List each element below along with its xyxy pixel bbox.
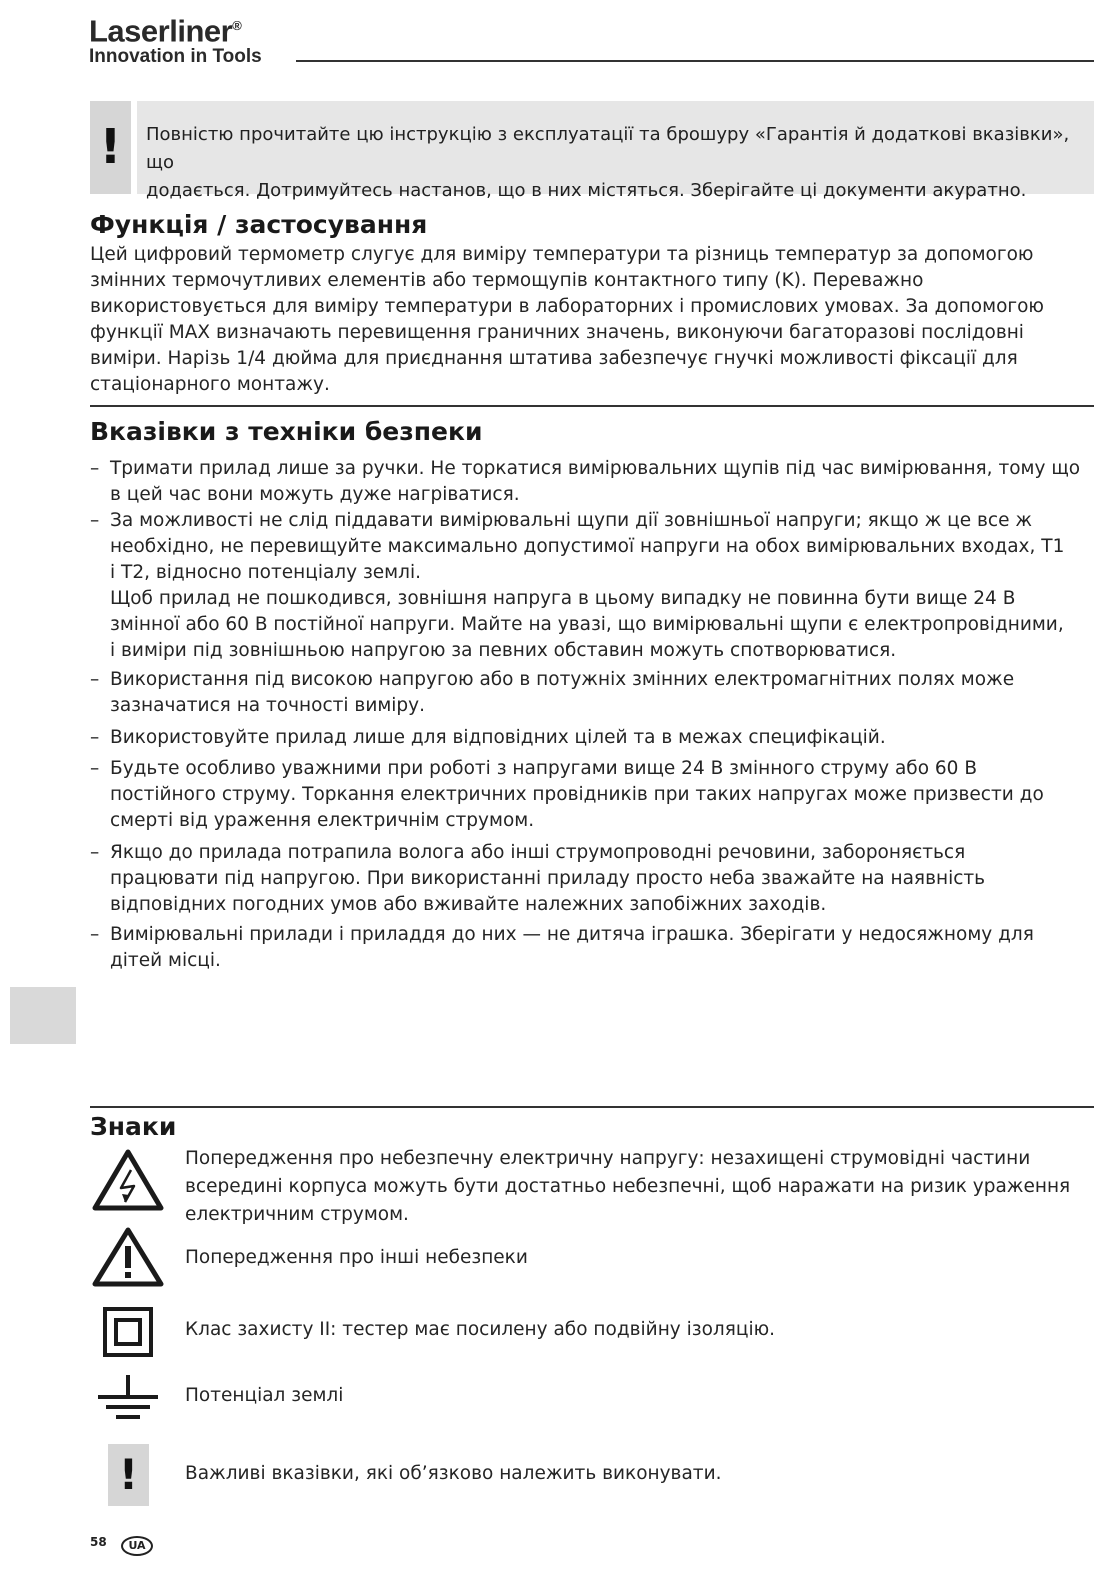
dash-bullet: – — [90, 924, 100, 945]
function-heading: Функція / застосування — [90, 210, 428, 239]
section-divider — [90, 405, 1094, 407]
list-item-line: смерті від ураження електричнім струмом. — [110, 810, 535, 831]
notice-box — [137, 101, 1094, 201]
header-divider — [296, 60, 1094, 62]
paragraph-line: змінних термочутливих елементів або термощупів контактного типу (K). Переважно — [90, 270, 924, 291]
sign-description — [185, 1145, 1095, 1229]
exclamation-icon: ! — [90, 101, 131, 194]
list-item-line: і T2, відносно потенціалу землі. — [110, 562, 421, 583]
ground-icon — [96, 1373, 160, 1425]
sign-text-line: Попередження про інші небезпеки — [185, 1247, 528, 1268]
list-item-line: Будьте особливо уважними при роботі з напругами вище 24 В змінного струму або 60 В — [110, 758, 978, 779]
important-note-icon: ! — [108, 1444, 149, 1506]
list-item-line: Вимірювальні прилади і приладдя до них — не дитяча іграшка. Зберігати у недосяжному для — [110, 924, 1034, 945]
list-item-line: в цей час вони можуть дуже нагріватися. — [110, 484, 520, 505]
notice-line: Повністю прочитайте цю інструкцію з експлуатації та брошуру «Гарантія й додаткові вказівки», що — [146, 124, 1070, 173]
list-item-line: необхідно, не перевищуйте максимально допустимої напруги на обох вимірювальних входах, T1 — [110, 536, 1065, 557]
sign-text-line: Попередження про небезпечну електричну напругу: незахищені струмовідні частини — [185, 1148, 1031, 1169]
sign-text-line: електричним струмом. — [185, 1204, 409, 1225]
list-item-line: За можливості не слід піддавати вимірювальні щупи дії зовнішньої напруги; якщо ж це все ж — [110, 510, 1033, 531]
safety-heading: Вказівки з техніки безпеки — [90, 417, 483, 446]
sign-text-line: всередині корпуса можуть бути достатньо небезпечні, щоб наражати на ризик ураження — [185, 1176, 1071, 1197]
sign-text-line: Потенціал землі — [185, 1385, 344, 1406]
function-paragraph — [90, 242, 1100, 398]
page-number: 58 — [90, 1535, 107, 1549]
list-item-line: Використання під високою напругою або в потужніх змінних електромагнітних полях може — [110, 669, 1015, 690]
dash-bullet: – — [90, 842, 100, 863]
dash-bullet: – — [90, 669, 100, 690]
list-item — [90, 725, 1105, 751]
list-item-line: відповідних погодних умов або вживайте належних запобіжних заходів. — [110, 894, 827, 915]
notice-line: додається. Дотримуйтесь настанов, що в них містяться. Зберігайте ці документи акуратно. — [146, 180, 1027, 201]
paragraph-line: стаціонарного монтажу. — [90, 374, 330, 395]
general-warning-icon — [92, 1226, 164, 1288]
list-item-line: Щоб прилад не пошкодився, зовнішня напруга в цьому випадку не повинна бути вище 24 В — [110, 588, 1016, 609]
registered-mark: ® — [232, 18, 242, 33]
list-item-line: Використовуйте прилад лише для відповідних цілей та в межах специфікацій. — [110, 727, 886, 748]
language-badge: UA — [121, 1536, 153, 1556]
dash-bullet: – — [90, 458, 100, 479]
list-item-line: працювати під напругою. При використанні приладу просто неба зважайте на наявність — [110, 868, 986, 889]
list-item-line: постійного струму. Торкання електричних провідників при таких напругах може призвести до — [110, 784, 1044, 805]
list-item-line: Якщо до прилада потрапила волога або інші струмопроводні речовини, забороняється — [110, 842, 966, 863]
list-item-line: Тримати прилад лише за ручки. Не торкатися вимірювальних щупів під час вимірювання, тому що — [110, 458, 1081, 479]
list-item — [90, 756, 1105, 834]
dash-bullet: – — [90, 510, 100, 531]
sign-text-line: Важливі вказівки, які об’язково належить виконувати. — [185, 1463, 722, 1484]
list-item-line: дітей місці. — [110, 950, 221, 971]
signs-heading: Знаки — [90, 1112, 177, 1141]
sign-description — [185, 1460, 721, 1488]
dash-bullet: – — [90, 758, 100, 779]
section-divider — [90, 1106, 1094, 1108]
chapter-tab — [10, 987, 76, 1044]
list-item — [90, 840, 1105, 918]
list-item-line: і виміри під зовнішньою напругою за певних обставин можуть спотворюватися. — [110, 640, 897, 661]
sign-description — [185, 1316, 775, 1344]
brand-tagline: Innovation in Tools — [89, 46, 262, 68]
dash-bullet: – — [90, 727, 100, 748]
sign-description — [185, 1382, 343, 1410]
list-item — [90, 667, 1105, 719]
sign-text-line: Клас захисту II: тестер має посилену або подвійну ізоляцію. — [185, 1319, 776, 1340]
sign-description — [185, 1244, 528, 1272]
brand-name: Laserliner — [89, 13, 233, 49]
list-item — [90, 508, 1105, 664]
list-item-line: зазначатися на точності виміру. — [110, 695, 426, 716]
paragraph-line: виміри. Нарізь 1/4 дюйма для приєднання штатива забезпечує гнучкі можливості фіксації для — [90, 348, 1018, 369]
paragraph-line: використовується для виміру температури в лабораторних і промислових умовах. За допомогою — [90, 296, 1045, 317]
high-voltage-warning-icon — [92, 1148, 164, 1212]
list-item — [90, 922, 1105, 974]
paragraph-line: функції MAX визначають перевищення граничних значень, виконуючи багаторазові послідовні — [90, 322, 1024, 343]
safety-list — [90, 456, 1105, 974]
list-item-line: змінної або 60 В постійної напруги. Майте на увазі, що вимірювальні щупи є електропровідними, — [110, 614, 1064, 635]
paragraph-line: Цей цифровий термометр слугує для виміру температури та різниць температур за допомогою — [90, 244, 1034, 265]
protection-class-ii-icon — [103, 1307, 153, 1357]
brand-logo — [89, 8, 262, 67]
list-item — [90, 456, 1105, 508]
